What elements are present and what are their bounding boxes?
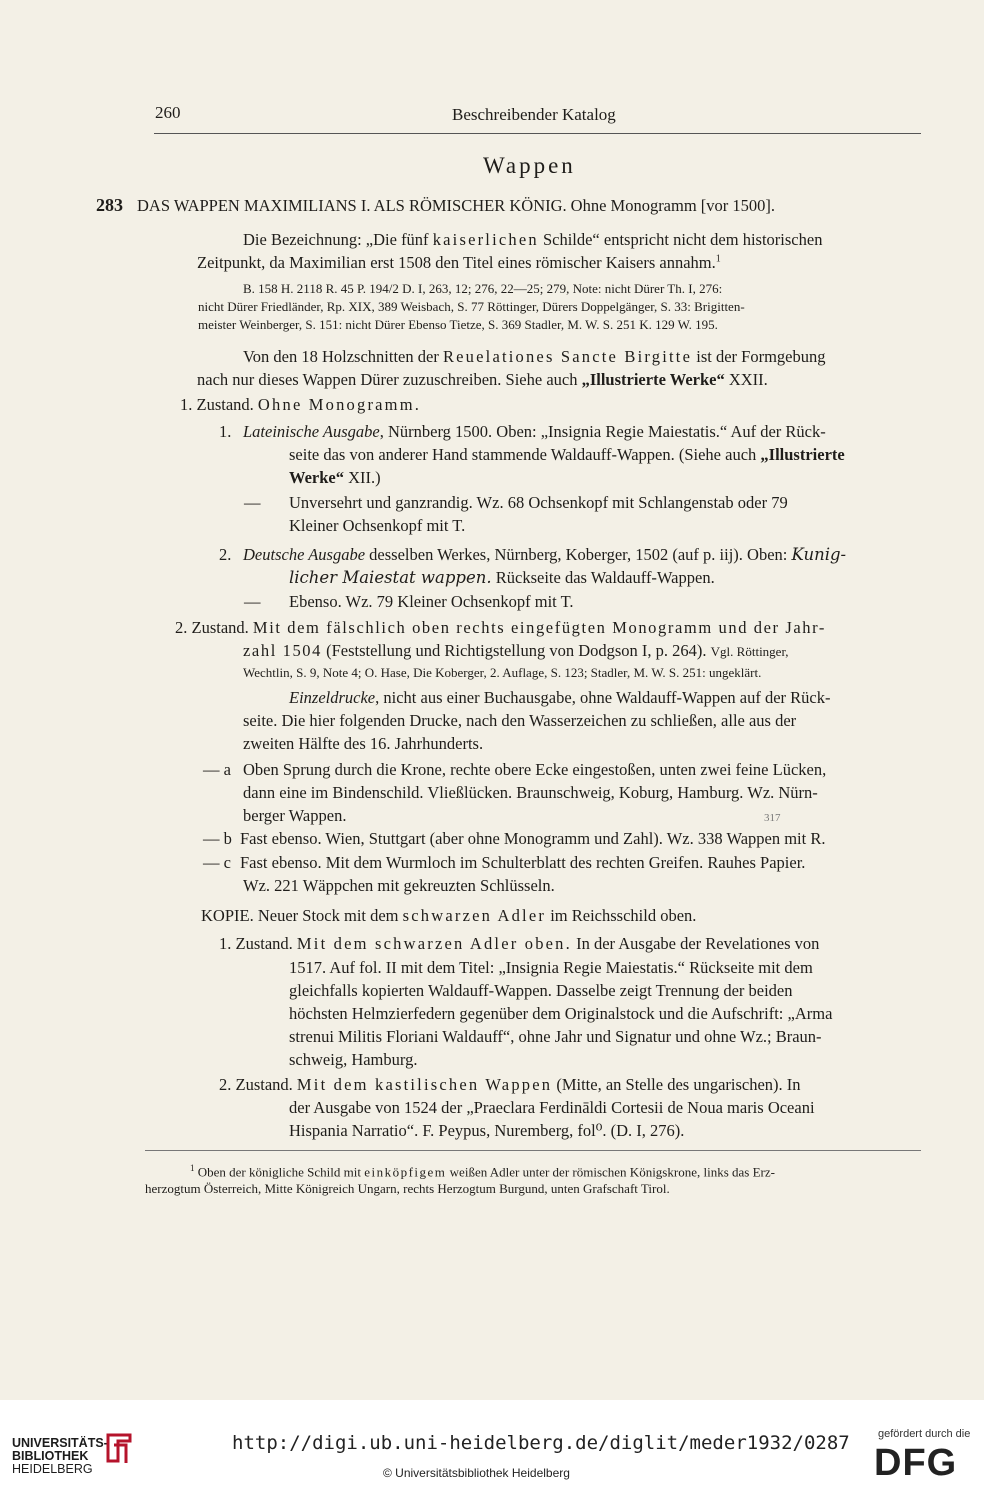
copy-state-1-line-5: strenui Militis Floriani Waldauff“, ohne Jahr und Signatur und ohne Wz.; Braun- — [289, 1027, 822, 1046]
copy-heading: KOPIE. Neuer Stock mit dem schwarzen Adler im Reichsschild oben. — [201, 906, 697, 925]
edition-1-line-2: seite das von anderer Hand stammende Waldauff-Wappen. (Siehe auch „Illustrierte — [289, 445, 845, 464]
single-prints-line-1: Einzeldrucke, nicht aus einer Buchausgabe, ohne Waldauff-Wappen auf der Rück- — [289, 688, 831, 707]
catalog-entry-heading — [96, 195, 775, 216]
variant-c-line-1: Fast ebenso. Mit dem Wurmloch im Schulterblatt des rechten Greifen. Rauhes Papier. — [240, 853, 806, 872]
variant-a-label: — a — [203, 760, 231, 779]
copyright-notice: © Universitätsbibliothek Heidelberg — [383, 1466, 570, 1480]
digitization-footer — [0, 1400, 984, 1489]
edition-1-line-1: Lateinische Ausgabe, Nürnberg 1500. Oben: „Insignia Regie Maiestatis.“ Auf der Rück- — [243, 422, 826, 441]
entry-title: DAS WAPPEN MAXIMILIANS I. ALS RÖMISCHER KÖNIG. — [137, 196, 567, 215]
variant-dash-2: — — [244, 592, 261, 611]
running-title: Beschreibender Katalog — [452, 105, 616, 124]
edition-1-number: 1. — [219, 422, 232, 441]
entry-number: 283 — [96, 195, 123, 215]
paragraph-line-1: Von den 18 Holzschnitten der Reuelationes Sancte Birgitte ist der Formgebung — [243, 347, 826, 366]
edition-2-line-2: licher Maiestat wappen. Rückseite das Waldauff-Wappen. — [289, 568, 715, 587]
intro-line-2: Zeitpunkt, da Maximilian erst 1508 den Titel eines römischer Kaisers annahm.$^1$ — [197, 253, 721, 272]
state-2-line-1: 2. Zustand. Mit dem fälschlich oben rechts eingefügten Monogramm und der Jahr- — [175, 618, 827, 637]
footnote-line-2: herzogtum Österreich, Mitte Königreich Ungarn, rechts Herzogtum Burgund, unten Grafschaft Tirol. — [145, 1181, 670, 1196]
library-name: UNIVERSITÄTS- BIBLIOTHEK HEIDELBERG — [12, 1436, 108, 1476]
footnote-rule — [145, 1150, 921, 1151]
variant-b-label: — b — [203, 829, 232, 848]
variant-c-label: — c — [203, 853, 231, 872]
single-prints-line-2: seite. Die hier folgenden Drucke, nach den Wasserzeichen zu schließen, alle aus der — [243, 711, 797, 730]
reference-line-2: nicht Dürer Friedländer, Rp. XIX, 389 Weisbach, S. 77 Röttinger, Dürers Doppelgänger, S. 33: Brigitten- — [198, 299, 745, 314]
paragraph-line-2: nach nur dieses Wappen Dürer zuzuschreiben. Siehe auch „Illustrierte Werke“ XXII. — [197, 370, 768, 389]
copy-state-2-line-2: der Ausgabe von 1524 der „Praeclara Ferdināldi Cortesii de Noua maris Oceani — [289, 1098, 815, 1117]
variant-b-line-1: Fast ebenso. Wien, Stuttgart (aber ohne Monogramm und Zahl). Wz. 338 Wappen mit R. — [240, 829, 826, 848]
state-2-line-3: Wechtlin, S. 9, Note 4; O. Hase, Die Koberger, 2. Auflage, S. 123; Stadler, M. W. S. 251: ungeklärt. — [243, 665, 762, 680]
copy-state-1-line-4: höchsten Helmzierfedern gegenüber dem Originalstock und die Aufschrift: „Arma — [289, 1004, 833, 1023]
state-1-heading: 1. Zustand. Ohne Monogramm. — [180, 395, 422, 414]
entry-title-tail: Ohne Monogramm [vor 1500]. — [570, 196, 776, 215]
edition-2-line-1: Deutsche Ausgabe desselben Werkes, Nürnberg, Koberger, 1502 (auf p. iij). Oben: Kunig- — [243, 545, 847, 564]
variant-a-line-2: dann eine im Bindenschild. Vließlücken. Braunschweig, Koburg, Hamburg. Wz. Nürn- — [243, 783, 818, 802]
section-title: Wappen — [483, 153, 576, 178]
single-prints-line-3: zweiten Hälfte des 16. Jahrhunderts. — [243, 734, 484, 753]
copy-state-2-line-3: Hispania Narratio“. F. Peypus, Nuremberg, fol⁰. (D. I, 276). — [289, 1121, 685, 1140]
variant-2-line-1: Ebenso. Wz. 79 Kleiner Ochsenkopf mit T. — [289, 592, 574, 611]
copy-state-1-line-1: 1. Zustand. Mit dem schwarzen Adler oben. In der Ausgabe der Revelationes von — [219, 934, 820, 953]
variant-a-line-3: berger Wappen. — [243, 806, 347, 825]
intro-line-1: Die Bezeichnung: „Die fünf kaiserlichen Schilde“ entspricht nicht dem historischen — [243, 230, 823, 249]
sponsor-caption: gefördert durch die — [878, 1428, 971, 1440]
variant-1-line-2: Kleiner Ochsenkopf mit T. — [289, 516, 466, 535]
reference-line-1: B. 158 H. 2118 R. 45 P. 194/2 D. I, 263, 12; 276, 22—25; 279, Note: nicht Dürer Th. I, 276: — [243, 281, 723, 296]
state-2-line-2: zahl 1504 (Feststellung und Richtigstellung von Dodgson I, p. 264). Vgl. Röttinger, — [243, 641, 789, 660]
variant-1-line-1: Unversehrt und ganzrandig. Wz. 68 Ochsenkopf mit Schlangenstab oder 79 — [289, 493, 788, 512]
copy-state-1-line-2: 1517. Auf fol. II mit dem Titel: „Insignia Regie Maiestatis.“ Rückseite mit dem — [289, 958, 813, 977]
footnote-ref: 1 — [715, 253, 721, 265]
handwritten-annotation: 317 — [764, 812, 781, 824]
copy-state-1-line-3: gleichfalls kopierten Waldauff-Wappen. Dasselbe zeigt Trennung der beiden — [289, 981, 793, 1000]
copy-state-1-line-6: schweig, Hamburg. — [289, 1050, 418, 1069]
dfg-logo: DFG — [874, 1442, 958, 1484]
page-number: 260 — [155, 103, 181, 122]
permalink-url[interactable]: http://digi.ub.uni-heidelberg.de/diglit/meder1932/0287 — [232, 1432, 850, 1454]
edition-1-line-3: Werke“ XII.) — [289, 468, 381, 487]
variant-c-line-2: Wz. 221 Wäppchen mit gekreuzten Schlüsseln. — [243, 876, 555, 895]
copy-state-2-line-1: 2. Zustand. Mit dem kastilischen Wappen (Mitte, an Stelle des ungarischen). In — [219, 1075, 801, 1094]
edition-2-number: 2. — [219, 545, 232, 564]
variant-dash-1: — — [244, 493, 261, 512]
header-rule — [154, 133, 921, 134]
variant-a-line-1: Oben Sprung durch die Krone, rechte obere Ecke eingestoßen, unten zwei feine Lücken, — [243, 760, 827, 779]
library-logo-icon — [104, 1431, 134, 1465]
reference-line-3: meister Weinberger, S. 151: nicht Dürer Ebenso Tietze, S. 369 Stadler, M. W. S. 251 K. 129 W. 195. — [198, 317, 718, 332]
footnote-line-1: $^1$ Oben der königliche Schild mit einköpfigem weißen Adler unter der römischen Königskrone, links das Erz- — [190, 1163, 775, 1180]
